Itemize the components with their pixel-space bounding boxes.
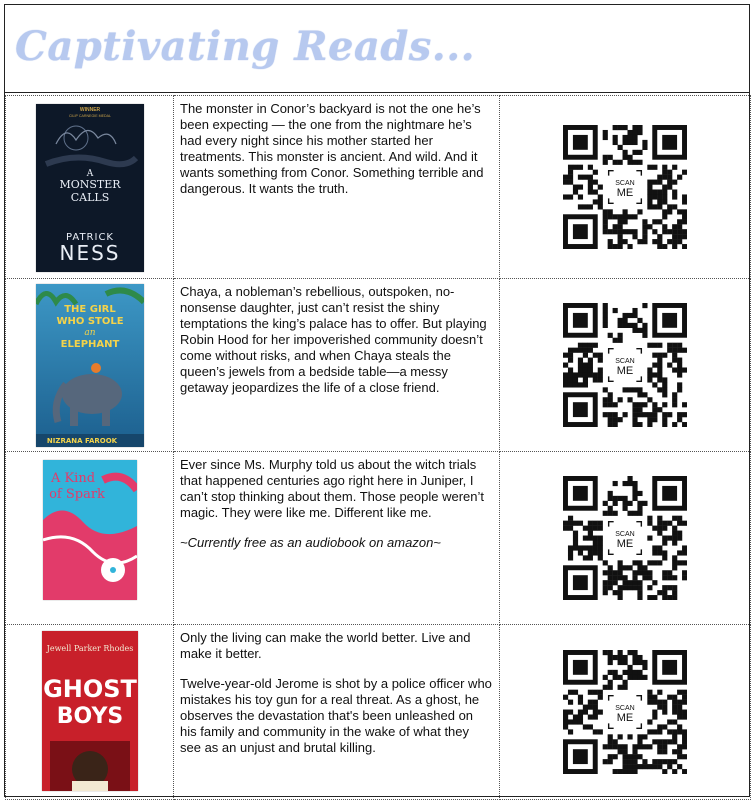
cover-title-3: CALLS	[70, 191, 109, 204]
description-paragraph: Ever since Ms. Murphy told us about the witch trials that happened centuries ago right here in Juniper, I can’t stop thinking about them. Those people weren’t magic. They were like me. Different like me.	[180, 457, 485, 520]
cover-badge-2: CILIP CARNEGIE MEDAL	[68, 114, 111, 118]
qr-wrap	[500, 625, 750, 799]
cover-title-2: WHO STOLE	[55, 316, 124, 327]
cover-art	[42, 631, 138, 791]
book-row	[6, 452, 751, 625]
qr-scan-label: SCAN	[615, 531, 635, 538]
qr-cell	[500, 625, 751, 800]
cover-author-last: NESS	[59, 241, 120, 265]
book-description	[174, 452, 499, 555]
cover-cell	[6, 625, 174, 800]
book-cover-ghost-boys	[42, 631, 138, 791]
cover-title-1: THE GIRL	[63, 304, 116, 315]
qr-me-label: ME	[616, 538, 634, 550]
description-cell	[174, 452, 500, 625]
book-cover-a-monster-calls	[36, 104, 144, 272]
book-description	[174, 279, 499, 400]
qr-wrap	[500, 279, 750, 451]
description-cell	[174, 279, 500, 452]
cover-cell	[6, 452, 174, 625]
qr-cell	[500, 96, 751, 279]
cover-author: Jewell Parker Rhodes	[46, 644, 133, 653]
header	[5, 5, 749, 93]
cover-title-4: ELEPHANT	[60, 339, 119, 350]
cover-cell	[6, 96, 174, 279]
qr-cell	[500, 452, 751, 625]
cover-title-1: A Kind	[50, 471, 95, 486]
cover-art	[43, 460, 137, 600]
qr-code[interactable]	[563, 650, 687, 774]
qr-code[interactable]	[563, 476, 687, 600]
qr-me-label: ME	[616, 187, 634, 199]
qr-me-label: ME	[616, 712, 634, 724]
book-row	[6, 279, 751, 452]
qr-code[interactable]	[563, 125, 687, 249]
cover-title-3: an	[83, 328, 96, 338]
cover-title-2: BOYS	[56, 704, 123, 729]
book-row	[6, 96, 751, 279]
reading-list-page	[4, 4, 750, 797]
qr-me-label: ME	[616, 365, 634, 377]
cover-author-first: PATRICK	[65, 232, 114, 243]
page-title: Captivating Reads...	[15, 23, 476, 70]
qr-cell	[500, 279, 751, 452]
description-paragraph: Twelve-year-old Jerome is shot by a police officer who mistakes his toy gun for a real threat. As a ghost, he observes the devastation that's been unleashed on his family and community in the wake of what they see as an unjust and brutal killing.	[180, 676, 492, 755]
qr-wrap	[500, 452, 750, 624]
description-paragraph: The monster in Conor’s backyard is not the one he’s been expecting — the one from the nightmare he’s had every night since his mother started her treatments. This monster is ancient. And wild. And it wants something from Conor. Something terrible and dangerous. It wants the truth.	[180, 101, 484, 196]
book-row	[6, 625, 751, 800]
book-description	[174, 625, 499, 760]
cover-art	[36, 284, 144, 447]
book-cover-a-kind-of-spark	[43, 460, 137, 600]
description-paragraph: Chaya, a nobleman’s rebellious, outspoken, no-nonsense daughter, just can’t resist the shiny temptations the king’s palace has to offer. But playing Robin Hood for her impoverished community doesn’t come without risks, and when Chaya steals the queen’s jewels from a bedside table—a messy getaway jeopardizes the life of a close friend.	[180, 284, 487, 395]
cover-title-1: GHOST	[42, 675, 137, 703]
qr-scan-label: SCAN	[615, 180, 635, 187]
cover-badge-1: WINNER	[79, 107, 100, 113]
cover-title-2: of Spark	[48, 487, 105, 502]
cover-art	[36, 104, 144, 272]
cover-title-2: MONSTER	[58, 178, 121, 191]
qr-scan-label: SCAN	[615, 705, 635, 712]
books-table	[5, 95, 751, 800]
qr-wrap	[500, 96, 750, 278]
book-cover-girl-who-stole-an-elephant	[36, 284, 144, 447]
description-paragraph: Only the living can make the world better. Live and make it better.	[180, 630, 471, 661]
qr-code[interactable]	[563, 303, 687, 427]
qr-scan-label: SCAN	[615, 358, 635, 365]
description-cell	[174, 625, 500, 800]
cover-author: NIZRANA FAROOK	[46, 437, 117, 445]
cover-cell	[6, 279, 174, 452]
description-cell	[174, 96, 500, 279]
cover-title-1: A	[86, 169, 93, 179]
audiobook-note: ~Currently free as an audiobook on amazon~	[180, 535, 441, 550]
book-description	[174, 96, 499, 201]
